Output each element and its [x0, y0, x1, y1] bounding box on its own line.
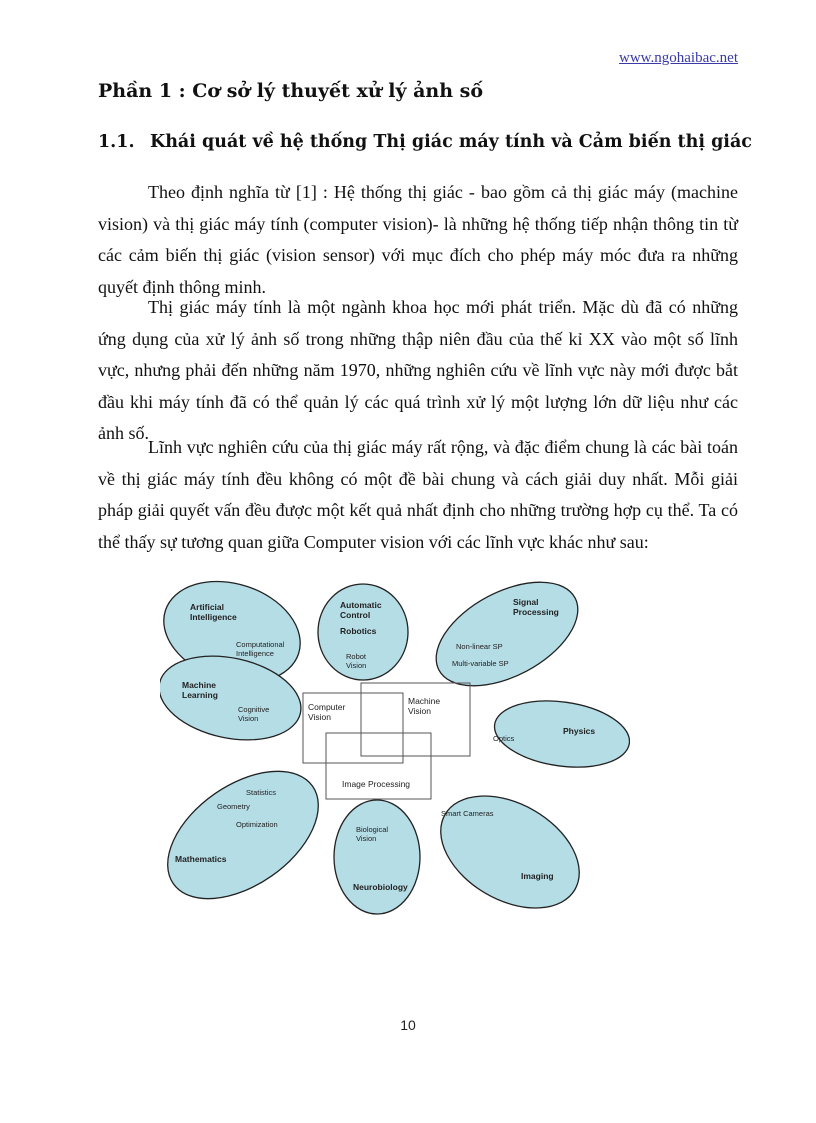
- box-machine-vision: [361, 683, 470, 756]
- part-title: Phần 1 : Cơ sở lý thuyết xử lý ảnh số: [98, 80, 484, 102]
- label-neuro-title: Neurobiology: [353, 882, 408, 892]
- computer-vision-relations-diagram: [160, 580, 630, 925]
- paragraph-scope: Lĩnh vực nghiên cứu của thị giác máy rất rộng, và đặc điểm chung là các bài toán về thị giác máy tính đều không có một đề bài chung và cách giải duy nhất. Mỗi giải pháp giải quyết vấn đều được một kết quả nhất định cho những trường hợp cụ thể. Ta có thể thấy sự tương quan giữa Computer vision với các lĩnh vực khác như sau:: [98, 437, 738, 552]
- paragraph-definition: Theo định nghĩa từ [1] : Hệ thống thị giác - bao gồm cả thị giác máy (machine vision) và thị giác máy tính (computer vision)- là những hệ thống tiếp nhận thông tin từ các cảm biến thị giác (vision sensor) với mục đích cho phép máy móc đưa ra những quyết định thông minh.: [98, 182, 738, 297]
- label-control-title: Automatic Control: [340, 600, 382, 621]
- label-ai-sub: Computational Intelligence: [236, 640, 285, 658]
- box-image-processing: [326, 733, 431, 799]
- label-ml-title: Machine Learning: [182, 680, 218, 701]
- label-computer-vision: Computer Vision: [308, 702, 346, 723]
- website-link[interactable]: www.ngohaibac.net: [619, 50, 738, 66]
- label-control-title2: Robotics: [340, 626, 377, 636]
- label-machine-vision: Machine Vision: [408, 696, 441, 717]
- label-imaging-sub: Smart Cameras: [441, 809, 494, 818]
- label-math-title: Mathematics: [175, 854, 227, 864]
- label-image-processing: Image Processing: [342, 779, 411, 789]
- label-signal-sub2: Multi-variable SP: [452, 659, 509, 668]
- paragraph-history: Thị giác máy tính là một ngành khoa học mới phát triển. Mặc dù đã có những ứng dụng của xử lý ảnh số trong những thập niên đầu của thế kỉ XX vào một số lĩnh vực, nhưng phải đến những năm 1970, những nghiên cứu về lĩnh vực này mới được bắt đầu khi máy tính đã có thể quản lý các quá trình xử lý một lượng lớn dữ liệu như các ảnh số.: [98, 297, 738, 444]
- section-heading: [98, 132, 752, 152]
- label-ai-title: Artificial Intelligence: [190, 602, 237, 623]
- ellipse-mathematics: [160, 745, 341, 924]
- ellipse-signal-processing: [419, 580, 594, 707]
- label-control-sub: Robot Vision: [346, 652, 367, 670]
- label-signal-sub1: Non-linear SP: [456, 642, 503, 651]
- label-math-sub2: Geometry: [217, 802, 250, 811]
- label-math-sub1: Statistics: [246, 788, 277, 797]
- label-neuro-sub: Biological Vision: [356, 825, 389, 843]
- section-number: 1.1.: [98, 132, 135, 152]
- label-imaging-title: Imaging: [521, 871, 554, 881]
- label-ml-sub: Cognitive Vision: [238, 705, 270, 723]
- page-number: 10: [400, 1017, 416, 1033]
- ellipse-neurobiology: [334, 800, 420, 914]
- label-physics-sub: Optics: [493, 734, 515, 743]
- ellipse-imaging: [421, 773, 599, 925]
- label-math-sub3: Optimization: [236, 820, 278, 829]
- label-signal-title: Signal Processing: [513, 597, 559, 618]
- section-title: Khái quát về hệ thống Thị giác máy tính và Cảm biến thị giác: [150, 132, 752, 152]
- label-physics-title: Physics: [563, 726, 596, 736]
